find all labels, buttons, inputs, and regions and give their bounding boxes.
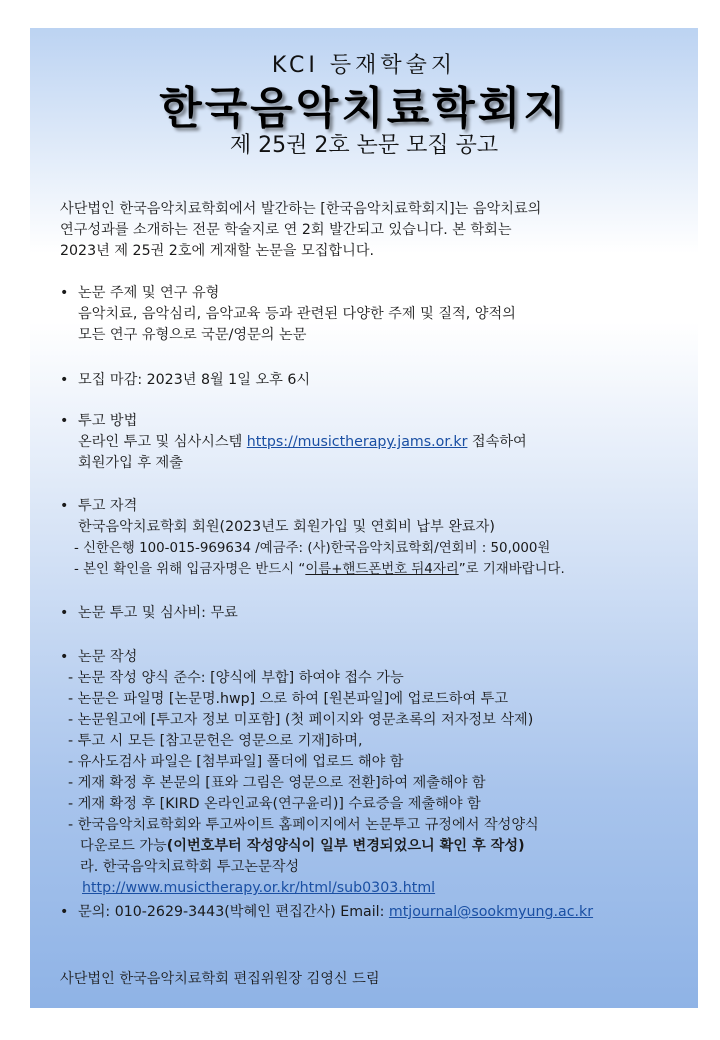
- download-text: 다운로드 가능: [80, 838, 167, 854]
- depositor-note-tail: ”로 기재바랍니다.: [458, 562, 565, 577]
- submission-system-link[interactable]: https://musictherapy.jams.or.kr: [246, 434, 468, 450]
- section-submission: [60, 411, 685, 474]
- depositor-format: 이름+핸드폰번호 뒤4자리: [305, 562, 459, 577]
- writing-item: - 논문원고에 [투고자 정보 미포함] (첫 페이지와 영문초록의 저자정보 삭제): [68, 712, 534, 728]
- writing-item: - 논문은 파일명 [논문명.hwp] 으로 하여 [원본파일]에 업로드하여 투고: [68, 691, 509, 707]
- intro-line: 2023년 제 25권 2호에 게재할 논문을 모집합니다.: [60, 243, 375, 259]
- bank-info: - 신한은행 100-015-969634 /예금주: (사)한국음악치료학회/연회비 : 50,000원: [74, 541, 551, 556]
- intro-line: 연구성과를 소개하는 전문 학술지로 연 2회 발간되고 있습니다. 본 학회는: [60, 222, 512, 238]
- writing-item: - 게재 확정 후 [KIRD 온라인교육(연구윤리)] 수료증을 제출해야 함: [68, 796, 481, 812]
- writing-item: - 한국음악치료학회와 투고싸이트 홈페이지에서 논문투고 규정에서 작성양식: [68, 817, 539, 833]
- section-contact: [60, 902, 685, 923]
- bullet-icon: •: [60, 413, 69, 429]
- section-deadline: [60, 370, 685, 391]
- template-link[interactable]: http://www.musictherapy.or.kr/html/sub0303.html: [82, 880, 436, 896]
- fee-text: 논문 투고 및 심사비: 무료: [78, 605, 238, 621]
- contact-text: 문의: 010-2629-3443(박혜인 편집간사) Email:: [78, 904, 389, 920]
- notice-subtitle: 제 25권 2호 논문 모집 공고: [229, 133, 499, 158]
- submission-text-tail: 접속하여: [467, 434, 527, 450]
- depositor-note: - 본인 확인을 위해 입금자명은 반드시 “: [74, 562, 306, 577]
- writing-item: - 투고 시 모든 [참고문헌은 영문으로 기재]하며,: [68, 733, 363, 749]
- notice-poster: [30, 28, 698, 1008]
- journal-title: 한국음악치료학회지: [159, 83, 569, 134]
- bullet-icon: •: [60, 372, 69, 388]
- contact-email-link[interactable]: mtjournal@sookmyung.ac.kr: [388, 904, 594, 920]
- submission-line: 회원가입 후 제출: [78, 455, 183, 471]
- section-writing: [60, 647, 685, 899]
- topic-line: 모든 연구 유형으로 국문/영문의 논문: [78, 327, 307, 343]
- writing-item: - 게재 확정 후 본문의 [표와 그림은 영문으로 전환]하여 제출해야 함: [68, 775, 486, 791]
- bullet-icon: •: [60, 904, 69, 920]
- bullet-icon: •: [60, 605, 69, 621]
- writing-item: - 논문 작성 양식 준수: [양식에 부합] 하여야 접수 가능: [68, 670, 404, 686]
- footer-signature: 사단법인 한국음악치료학회 편집위원장 김영신 드림: [60, 971, 380, 987]
- format-change-notice: (이번호부터 작성양식이 일부 변경되었으니 확인 후 작성): [166, 838, 525, 854]
- eligibility-line: 한국음악치료학회 회원(2023년도 회원가입 및 연회비 납부 완료자): [78, 519, 495, 535]
- template-path: 라. 한국음악치료학회 투고논문작성: [80, 859, 300, 875]
- intro-line: 사단법인 한국음악치료학회에서 발간하는 [한국음악치료학회지]는 음악치료의: [60, 201, 542, 217]
- topic-line: 음악치료, 음악심리, 음악교육 등과 관련된 다양한 주제 및 질적, 양적의: [78, 306, 516, 322]
- deadline-text: 모집 마감: 2023년 8월 1일 오후 6시: [78, 372, 311, 388]
- writing-item: - 유사도검사 파일은 [첨부파일] 폴더에 업로드 해야 함: [68, 754, 404, 770]
- submission-text: 온라인 투고 및 심사시스템: [78, 434, 247, 450]
- bullet-icon: •: [60, 498, 69, 514]
- section-topic: [60, 283, 685, 346]
- bullet-icon: •: [60, 285, 69, 301]
- section-heading: 투고 방법: [78, 413, 138, 429]
- section-heading: 투고 자격: [78, 498, 138, 514]
- section-heading: 논문 작성: [78, 649, 138, 665]
- section-fee: [60, 603, 685, 624]
- kci-label: KCI 등재학술지: [271, 53, 457, 78]
- section-heading: 논문 주제 및 연구 유형: [78, 285, 220, 301]
- section-eligibility: [60, 496, 685, 580]
- bullet-icon: •: [60, 649, 69, 665]
- intro-paragraph: [60, 199, 680, 262]
